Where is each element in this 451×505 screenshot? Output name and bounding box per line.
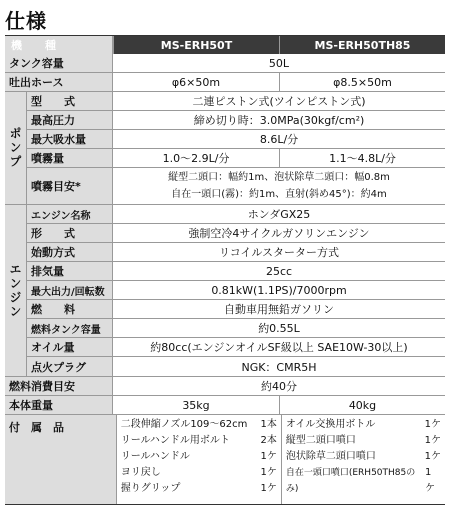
engine-form-value: 強制空冷4サイクルガソリンエンジン bbox=[188, 227, 370, 240]
output-value: 0.81kW(1.1PS)/7000rpm bbox=[211, 283, 347, 297]
list-item: 握りグリップ 1ケ bbox=[120, 483, 277, 494]
list-item: リールハンドル 1ケ bbox=[120, 451, 277, 462]
spray-value-2: 1.1～4.8L/分 bbox=[279, 149, 445, 167]
weight-label: 本体重量 bbox=[5, 396, 113, 414]
pump-group bbox=[5, 92, 445, 205]
consumption-value: 約40分 bbox=[261, 380, 297, 393]
list-item: オイル交換用ボトル 1ケ bbox=[285, 419, 441, 430]
plug-value: NGK：CMR5H bbox=[241, 360, 317, 374]
displacement-value: 25cc bbox=[265, 264, 293, 278]
start-value: リコイルスターター方式 bbox=[218, 246, 340, 259]
spray-label: 噴霧量 bbox=[27, 149, 113, 167]
model-header-row bbox=[5, 36, 445, 54]
hose-label: 吐出ホース bbox=[5, 73, 113, 91]
model-2-name: MS-ERH50TH85 bbox=[279, 36, 445, 54]
oil-label: オイル量 bbox=[27, 338, 113, 356]
weight-row bbox=[5, 396, 445, 415]
accessories-col-2 bbox=[281, 415, 445, 504]
output-label: 最大出力/回転数 bbox=[27, 281, 113, 299]
pump-type-label: 型 式 bbox=[27, 92, 113, 110]
list-item: 自在一頭口噴口(ERH50TH85のみ) 1ケ bbox=[285, 467, 435, 494]
model-label: 機 種 bbox=[5, 36, 113, 54]
hose-value-2: φ8.5×50m bbox=[279, 73, 445, 91]
tank-row bbox=[5, 54, 445, 73]
spec-table bbox=[5, 35, 445, 505]
engine-form-label: 形 式 bbox=[27, 224, 113, 242]
displacement-label: 排気量 bbox=[27, 262, 113, 280]
fuel-value: 自動車用無鉛ガソリン bbox=[224, 303, 334, 316]
tank-label: タンク容量 bbox=[5, 54, 113, 72]
pressure-label: 最高圧力 bbox=[27, 111, 113, 129]
list-item: 二段伸縮ノズル109～62cm 1本 bbox=[120, 419, 277, 430]
list-item: 縦型二頭口噴口 1ケ bbox=[285, 435, 441, 446]
pressure-value: 締め切り時：3.0MPa(30kgf/cm²) bbox=[193, 114, 365, 127]
weight-value-2: 40kg bbox=[279, 396, 445, 414]
engine-group bbox=[5, 205, 445, 377]
suction-value: 8.6L/分 bbox=[259, 133, 299, 146]
suction-label: 最大吸水量 bbox=[27, 130, 113, 148]
list-item: 泡状除草二頭口噴口 1ケ bbox=[285, 451, 441, 462]
fuel-tank-label: 燃料タンク容量 bbox=[27, 319, 113, 337]
fuel-tank-value: 約0.55L bbox=[258, 322, 300, 335]
consumption-label: 燃料消費目安 bbox=[5, 377, 113, 395]
list-item: ヨリ戻し 1ケ bbox=[120, 467, 277, 478]
model-1-name: MS-ERH50T bbox=[113, 36, 279, 54]
page-title: 仕様 bbox=[5, 9, 47, 33]
list-item: リールハンドル用ボルト 2本 bbox=[120, 435, 277, 446]
engine-name-value: ホンダGX25 bbox=[247, 208, 311, 221]
pump-type-value: 二連ピストン式(ツインピストン式) bbox=[192, 95, 366, 108]
accessories-col-1 bbox=[117, 415, 281, 504]
spray-target-line-2: 自在一頭口(霧)：約1m、直射(斜め45°)：約4m bbox=[171, 189, 387, 200]
start-label: 始動方式 bbox=[27, 243, 113, 261]
accessories-label: 付 属 品 bbox=[5, 415, 117, 504]
tank-value: 50L bbox=[268, 56, 290, 70]
oil-value: 約80cc(エンジンオイルSF級以上 SAE10W-30以上) bbox=[150, 341, 408, 354]
consumption-row bbox=[5, 377, 445, 396]
engine-name-label: エンジン名称 bbox=[27, 205, 113, 223]
spray-value-1: 1.0～2.9L/分 bbox=[162, 152, 230, 165]
weight-value-1: 35kg bbox=[182, 398, 210, 412]
pump-category: ポンプ bbox=[5, 92, 27, 204]
spray-target-value bbox=[113, 168, 445, 204]
accessories-row bbox=[5, 415, 445, 505]
engine-category: エンジン bbox=[5, 205, 27, 376]
fuel-label: 燃 料 bbox=[27, 300, 113, 318]
spray-target-line-1: 縦型二頭口：幅約1m、泡状除草二頭口：幅0.8m bbox=[168, 172, 390, 183]
spray-target-label: 噴霧目安* bbox=[27, 168, 113, 204]
plug-label: 点火プラグ bbox=[27, 357, 113, 376]
hose-value-1: φ6×50m bbox=[171, 75, 221, 89]
hose-row bbox=[5, 73, 445, 92]
